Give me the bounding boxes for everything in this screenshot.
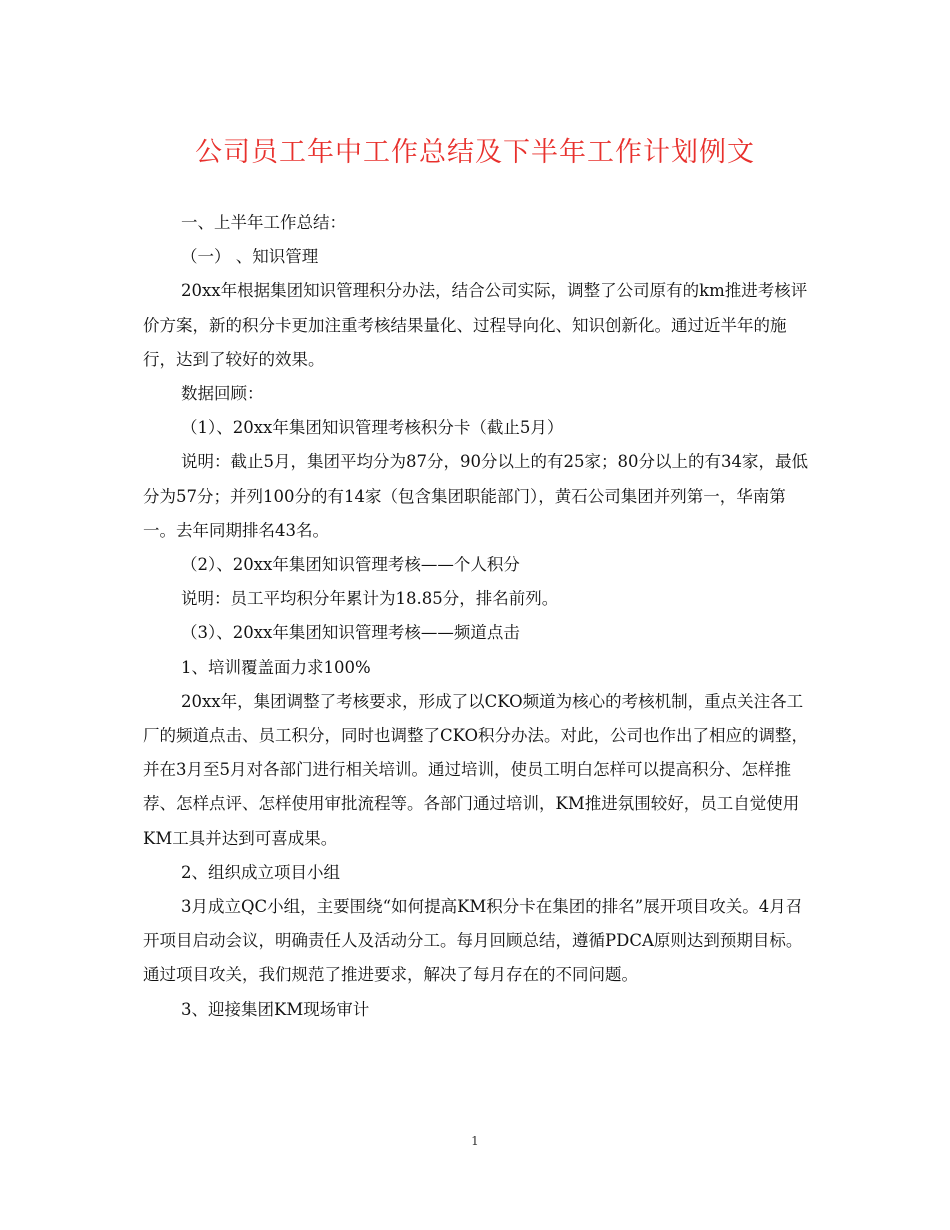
- paragraph: （3）、20xx年集团知识管理考核——频道点击: [181, 623, 520, 643]
- page-number: 1: [471, 1134, 479, 1148]
- paragraph: 2、组织成立项目小组: [181, 862, 340, 882]
- paragraph: 20xx年，集团调整了考核要求，形成了以CKO频道为核心的考核机制，重点关注各工厂的频道点击、员工积分，同时也调整了CKO积分办法。对此，公司也作出了相应的调整，并在3月至5月对各部门进行相关培训。通过培训，使员工明白怎样可以提高积分、怎样推荐、怎样点评、怎样使用审批流程等。各部门通过培训，KM推进氛围较好，员工自觉使用KM工具并达到可喜成果。: [143, 691, 809, 848]
- paragraph: 20xx年根据集团知识管理积分办法，结合公司实际，调整了公司原有的km推进考核评价方案，新的积分卡更加注重考核结果量化、过程导向化、知识创新化。通过近半年的施行，达到了较好的效果。: [143, 281, 808, 369]
- document-title: 公司员工年中工作总结及下半年工作计划例文: [195, 137, 755, 168]
- paragraph: （2）、20xx年集团知识管理考核——个人积分: [181, 555, 520, 575]
- section-heading: 一、上半年工作总结：: [181, 213, 346, 232]
- paragraph: 数据回顾：: [181, 384, 264, 404]
- subsection-heading: （一） 、知识管理: [181, 247, 319, 267]
- paragraph: 1、培训覆盖面力求100%: [181, 657, 371, 677]
- paragraph: 3月成立QC小组，主要围绕“如何提高KM积分卡在集团的排名”展开项目攻关。4月召开项目启动会议，明确责任人及活动分工。每月回顾总结，遵循PDCA原则达到预期目标。通过项目攻关，我们规范了推进要求，解决了每月存在的不同问题。: [143, 897, 803, 985]
- paragraph: （1）、20xx年集团知识管理考核积分卡（截止5月）: [181, 418, 564, 438]
- paragraph: 说明：截止5月，集团平均分为87分，90分以上的有25家；80分以上的有34家，最低分为57分；并列100分的有14家（包含集团职能部门），黄石公司集团并列第一，华南第一。去年同期排名43名。: [143, 452, 808, 540]
- document-body: [143, 206, 813, 1027]
- paragraph: 说明：员工平均积分年累计为18.85分，排名前列。: [181, 589, 559, 609]
- paragraph: 3、迎接集团KM现场审计: [181, 999, 370, 1019]
